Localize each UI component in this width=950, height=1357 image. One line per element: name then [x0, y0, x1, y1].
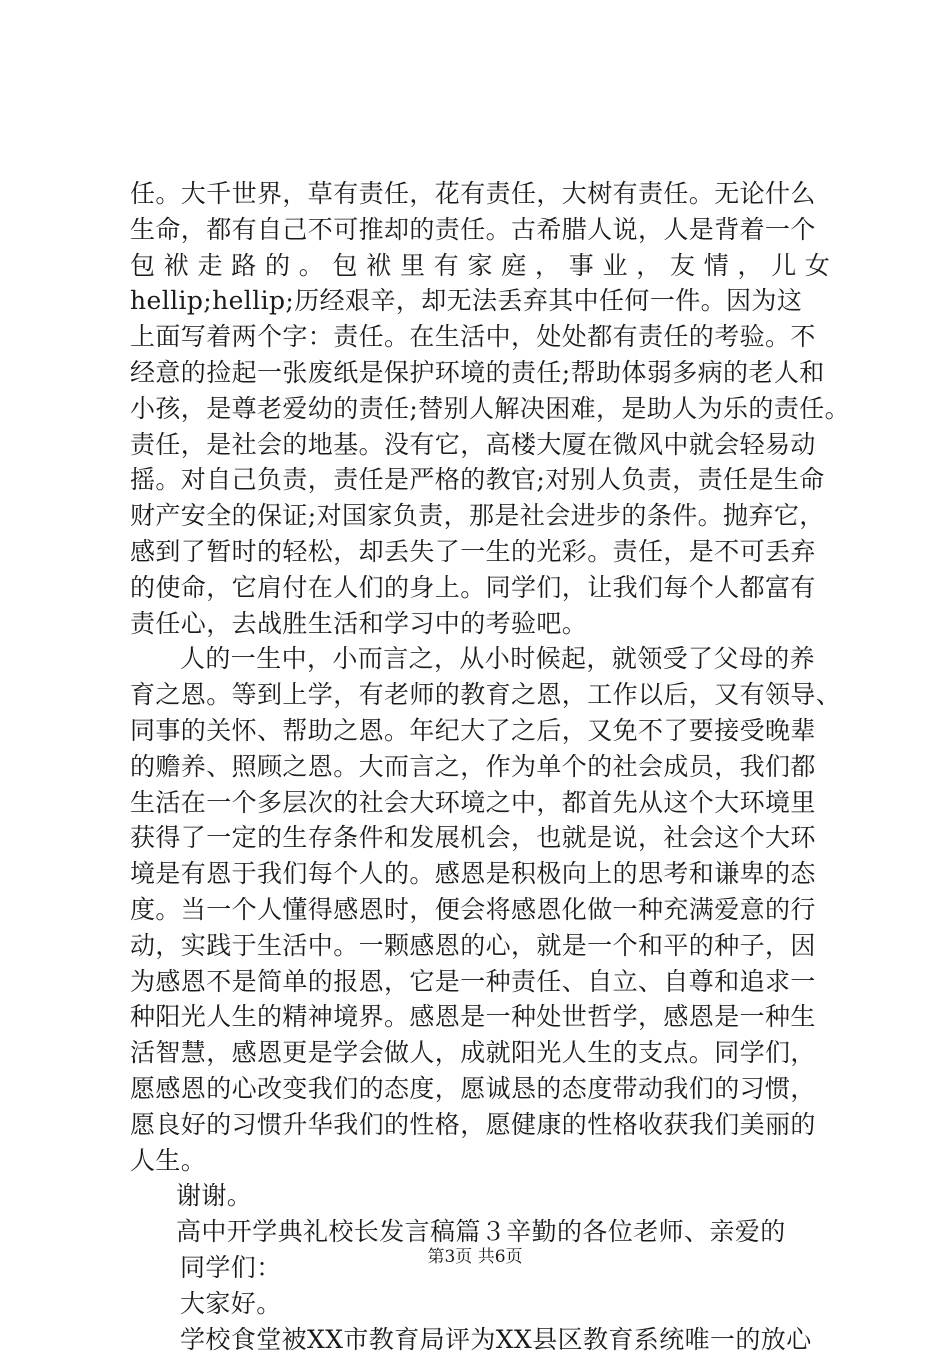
page-number-label: 第3页 共6页: [427, 1247, 522, 1267]
text-line: 动，实践于生活中。一颗感恩的心，就是一个和平的种子，因: [130, 928, 830, 964]
text-line: 财产安全的保证;对国家负责，那是社会进步的条件。抛弃它，: [130, 498, 830, 534]
text-line: 为感恩不是简单的报恩，它是一种责任、自立、自尊和追求一: [130, 964, 830, 1000]
text-line: 生活在一个多层次的社会大环境之中，都首先从这个大环境里: [130, 785, 830, 821]
paragraph-start-line: 人的一生中，小而言之，从小时候起，就领受了父母的养: [130, 641, 830, 677]
text-line: 同事的关怀、帮助之恩。年纪大了之后，又免不了要接受晚辈: [130, 713, 830, 749]
text-line: 人生。: [130, 1143, 830, 1179]
text-line: 任。大千世界，草有责任，花有责任，大树有责任。无论什么: [130, 176, 830, 212]
text-line: 责任，是社会的地基。没有它，高楼大厦在微风中就会轻易动: [130, 427, 830, 463]
section-heading: 高中开学典礼校长发言稿篇３辛勤的各位老师、亲爱的: [130, 1214, 830, 1250]
text-line: hellip;hellip;历经艰辛，却无法丢弃其中任何一件。因为这: [130, 283, 830, 319]
text-line: 责任心，去战胜生活和学习中的考验吧。: [130, 606, 830, 642]
text-line: 感到了暂时的轻松，却丢失了一生的光彩。责任，是不可丢弃: [130, 534, 830, 570]
document-body: [130, 176, 830, 1357]
text-line: 包 袱 走 路 的 。 包 袱 里 有 家 庭 ， 事 业 ， 友 情 ， 儿 女: [130, 248, 830, 284]
text-line: 生命，都有自己不可推却的责任。古希腊人说，人是背着一个: [130, 212, 830, 248]
text-line: 活智慧，感恩更是学会做人，成就阳光人生的支点。同学们，: [130, 1035, 830, 1071]
salutation-line: 同学们：: [130, 1250, 830, 1286]
greeting-line: 大家好。: [130, 1286, 830, 1322]
text-line: 上面写着两个字：责任。在生活中，处处都有责任的考验。不: [130, 319, 830, 355]
paragraph-start-line: 学校食堂被XX市教育局评为XX县区教育系统唯一的放心: [130, 1322, 830, 1357]
text-line: 愿良好的习惯升华我们的性格，愿健康的性格收获我们美丽的: [130, 1107, 830, 1143]
closing-thanks: 谢谢。: [130, 1178, 830, 1214]
text-line: 的赡养、照顾之恩。大而言之，作为单个的社会成员，我们都: [130, 749, 830, 785]
text-line: 种阳光人生的精神境界。感恩是一种处世哲学，感恩是一种生: [130, 999, 830, 1035]
text-line: 小孩，是尊老爱幼的责任;替别人解决困难，是助人为乐的责任。: [130, 391, 830, 427]
text-line: 摇。对自己负责，责任是严格的教官;对别人负责，责任是生命: [130, 462, 830, 498]
text-line: 愿感恩的心改变我们的态度，愿诚恳的态度带动我们的习惯，: [130, 1071, 830, 1107]
text-line: 境是有恩于我们每个人的。感恩是积极向上的思考和谦卑的态: [130, 856, 830, 892]
text-line: 经意的捡起一张废纸是保护环境的责任;帮助体弱多病的老人和: [130, 355, 830, 391]
text-line: 育之恩。等到上学，有老师的教育之恩，工作以后，又有领导、: [130, 677, 830, 713]
text-line: 度。当一个人懂得感恩时，便会将感恩化做一种充满爱意的行: [130, 892, 830, 928]
text-line: 的使命，它肩付在人们的身上。同学们，让我们每个人都富有: [130, 570, 830, 606]
text-line: 获得了一定的生存条件和发展机会，也就是说，社会这个大环: [130, 820, 830, 856]
page-footer: [0, 1242, 950, 1267]
